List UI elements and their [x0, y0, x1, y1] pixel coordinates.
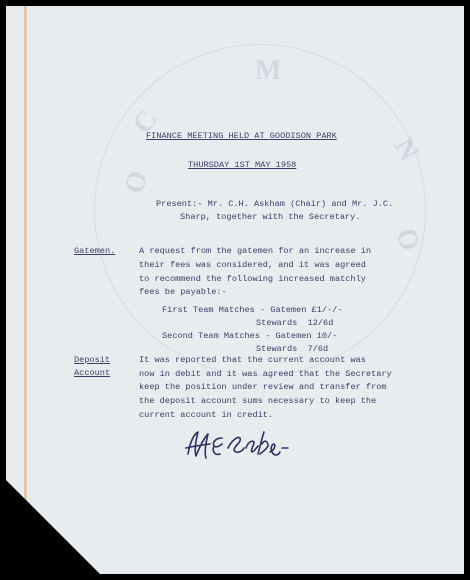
gatemen-line-2: their fees was considered, and it was agreed — [139, 260, 366, 270]
fee-second-team-stewards: Stewards 7/6d — [256, 344, 329, 354]
present-line-1: Present:- Mr. C.H. Askham (Chair) and Mr. J.C. — [156, 199, 394, 209]
meeting-title: FINANCE MEETING HELD AT GOODISON PARK — [146, 131, 337, 141]
present-line-2: Sharp, together with the Secretary. — [180, 212, 361, 222]
deposit-line-3: keep the position under review and transfer from — [139, 382, 387, 392]
deposit-line-2: now in debit and it was agreed that the Secretary — [139, 369, 392, 379]
deposit-line-1: It was reported that the current account was — [139, 355, 366, 365]
fee-first-team-gatemen: First Team Matches - Gatemen £1/-/- — [162, 305, 343, 315]
fee-first-team-stewards: Stewards 12/6d — [256, 318, 334, 328]
deposit-line-4: the deposit account sums necessary to keep the — [139, 396, 377, 406]
handwritten-signature — [182, 424, 292, 466]
deposit-line-5: current account in credit. — [139, 410, 274, 420]
gatemen-line-1: A request from the gatemen for an increase in — [139, 246, 372, 256]
fee-second-team-gatemen: Second Team Matches - Gatemen 10/- — [162, 331, 338, 341]
gatemen-line-4: fees be payable:- — [139, 287, 227, 297]
document-page — [6, 6, 464, 574]
gatemen-line-3: to recommend the following increased matchly — [139, 274, 366, 284]
section-heading-gatemen: Gatemen. — [74, 246, 116, 256]
watermark-seal: C O N O M — [94, 44, 426, 376]
meeting-date: THURSDAY 1ST MAY 1958 — [188, 160, 297, 170]
section-heading-deposit: Deposit — [74, 355, 111, 365]
section-heading-account: Account — [74, 368, 111, 378]
corner-shadow — [6, 480, 100, 574]
